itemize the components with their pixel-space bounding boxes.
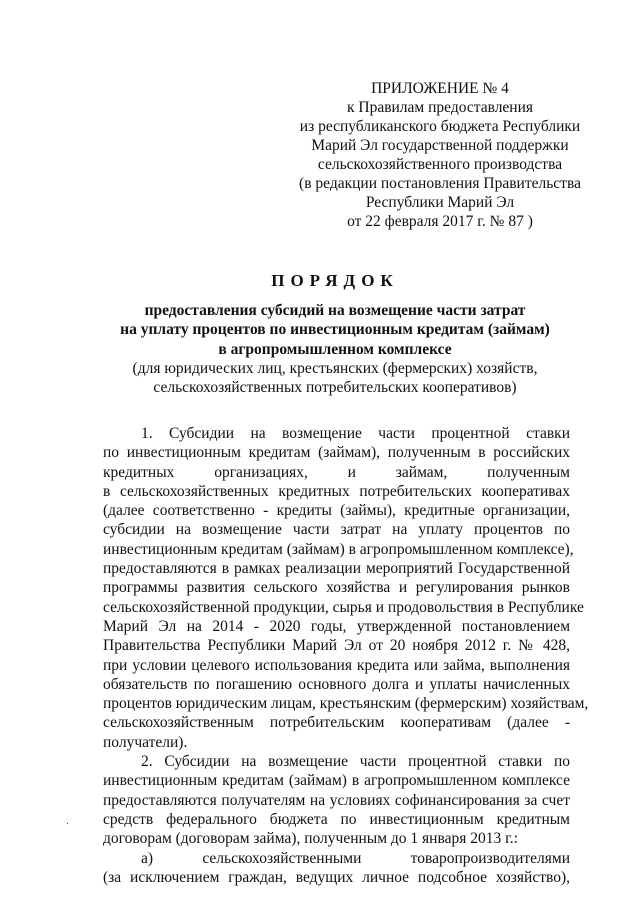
document-body	[103, 424, 589, 887]
appendix-line: Марий Эл государственной поддержки	[311, 137, 569, 154]
appendix-line: из республиканского бюджета Республики	[299, 118, 581, 135]
paragraph-1-line: по инвестиционным кредитам (займам), полученным в российских	[103, 444, 570, 462]
paragraph-1-line: предоставляются в рамках реализации мероприятий Государственной	[103, 560, 570, 578]
appendix-line: к Правилам предоставления	[346, 99, 534, 116]
paragraph-1-line: сельскохозяйственным потребительским кооперативам (далее -	[103, 714, 570, 732]
paragraph-1-line: 1. Субсидии на возмещение части процентной ставки	[141, 425, 570, 442]
paragraph-1-line: (далее соответственно - кредиты (займы), кредитные организации,	[103, 502, 570, 520]
paragraph-1-line: процентов юридическим лицам, крестьянским (фермерским) хозяйствам,	[103, 695, 589, 713]
paragraph-2-line: средств федерального бюджета по инвестиционным кредитным	[103, 810, 570, 828]
paragraph-1-line: в сельскохозяйственных кредитных потребительских кооперативах	[103, 482, 570, 500]
paragraph-2-line: договорам (договорам займа), полученным до 1 января 2013 г.:	[103, 830, 518, 848]
paragraph-1-line: кредитных организациях, и займам, полученным	[103, 463, 570, 481]
subtitle-line: (для юридических лиц, крестьянских (фермерских) хозяйств,	[132, 359, 538, 377]
document-title: ПОРЯДОК	[271, 271, 399, 290]
appendix-line: от 22 февраля 2017 г. № 87 )	[347, 213, 533, 230]
subtitle-bold-line: в агропромышленном комплексе	[218, 340, 452, 358]
paragraph-1-line: инвестиционным кредитам (займам) в агропромышленном комплексе),	[103, 540, 574, 558]
paragraph-2a-line: (за исключением граждан, ведущих личное подсобное хозяйство),	[103, 868, 570, 886]
appendix-line: (в редакции постановления Правительства	[299, 175, 581, 192]
paragraph-1-line: обязательств по погашению основного долга и уплаты начисленных	[103, 675, 570, 693]
paragraph-1-line: Правительства Республики Марий Эл от 20 ноября 2012 г. № 428,	[103, 637, 570, 655]
subtitle-line: сельскохозяйственных потребительских кооперативов)	[153, 379, 517, 397]
paragraph-1-line: сельскохозяйственной продукции, сырья и продовольствия в Республике	[103, 598, 584, 616]
paragraph-2-line: инвестиционным кредитам (займам) в агропромышленном комплексе	[103, 772, 570, 790]
margin-mark: .	[66, 813, 69, 827]
paragraph-2-line: 2. Субсидии на возмещение части процентной ставки по	[141, 753, 570, 771]
appendix-line: Республики Марий Эл	[365, 194, 515, 211]
paragraph-1-line: Марий Эл на 2014 - 2020 годы, утвержденной постановлением	[103, 617, 570, 635]
appendix-header	[280, 79, 600, 231]
paragraph-1-line: программы развития сельского хозяйства и регулирования рынков	[103, 579, 570, 597]
paragraph-1-line: при условии целевого использования кредита или займа, выполнения	[103, 656, 570, 674]
appendix-line: ПРИЛОЖЕНИЕ № 4	[371, 80, 509, 97]
document-subtitle	[0, 301, 640, 397]
paragraph-1-line: субсидии на возмещение части затрат на уплату процентов по	[103, 521, 570, 539]
paragraph-1-line: получатели).	[103, 733, 188, 751]
paragraph-2-line: предоставляются получателям на условиях софинансирования за счет	[103, 791, 570, 809]
paragraph-2a-line: а) сельскохозяйственными товаропроизводителями	[141, 849, 570, 867]
subtitle-bold-line: на уплату процентов по инвестиционным кредитам (займам)	[120, 321, 550, 339]
appendix-line: сельскохозяйственного производства	[317, 156, 563, 173]
subtitle-bold-line: предоставления субсидий на возмещение части затрат	[144, 302, 526, 319]
